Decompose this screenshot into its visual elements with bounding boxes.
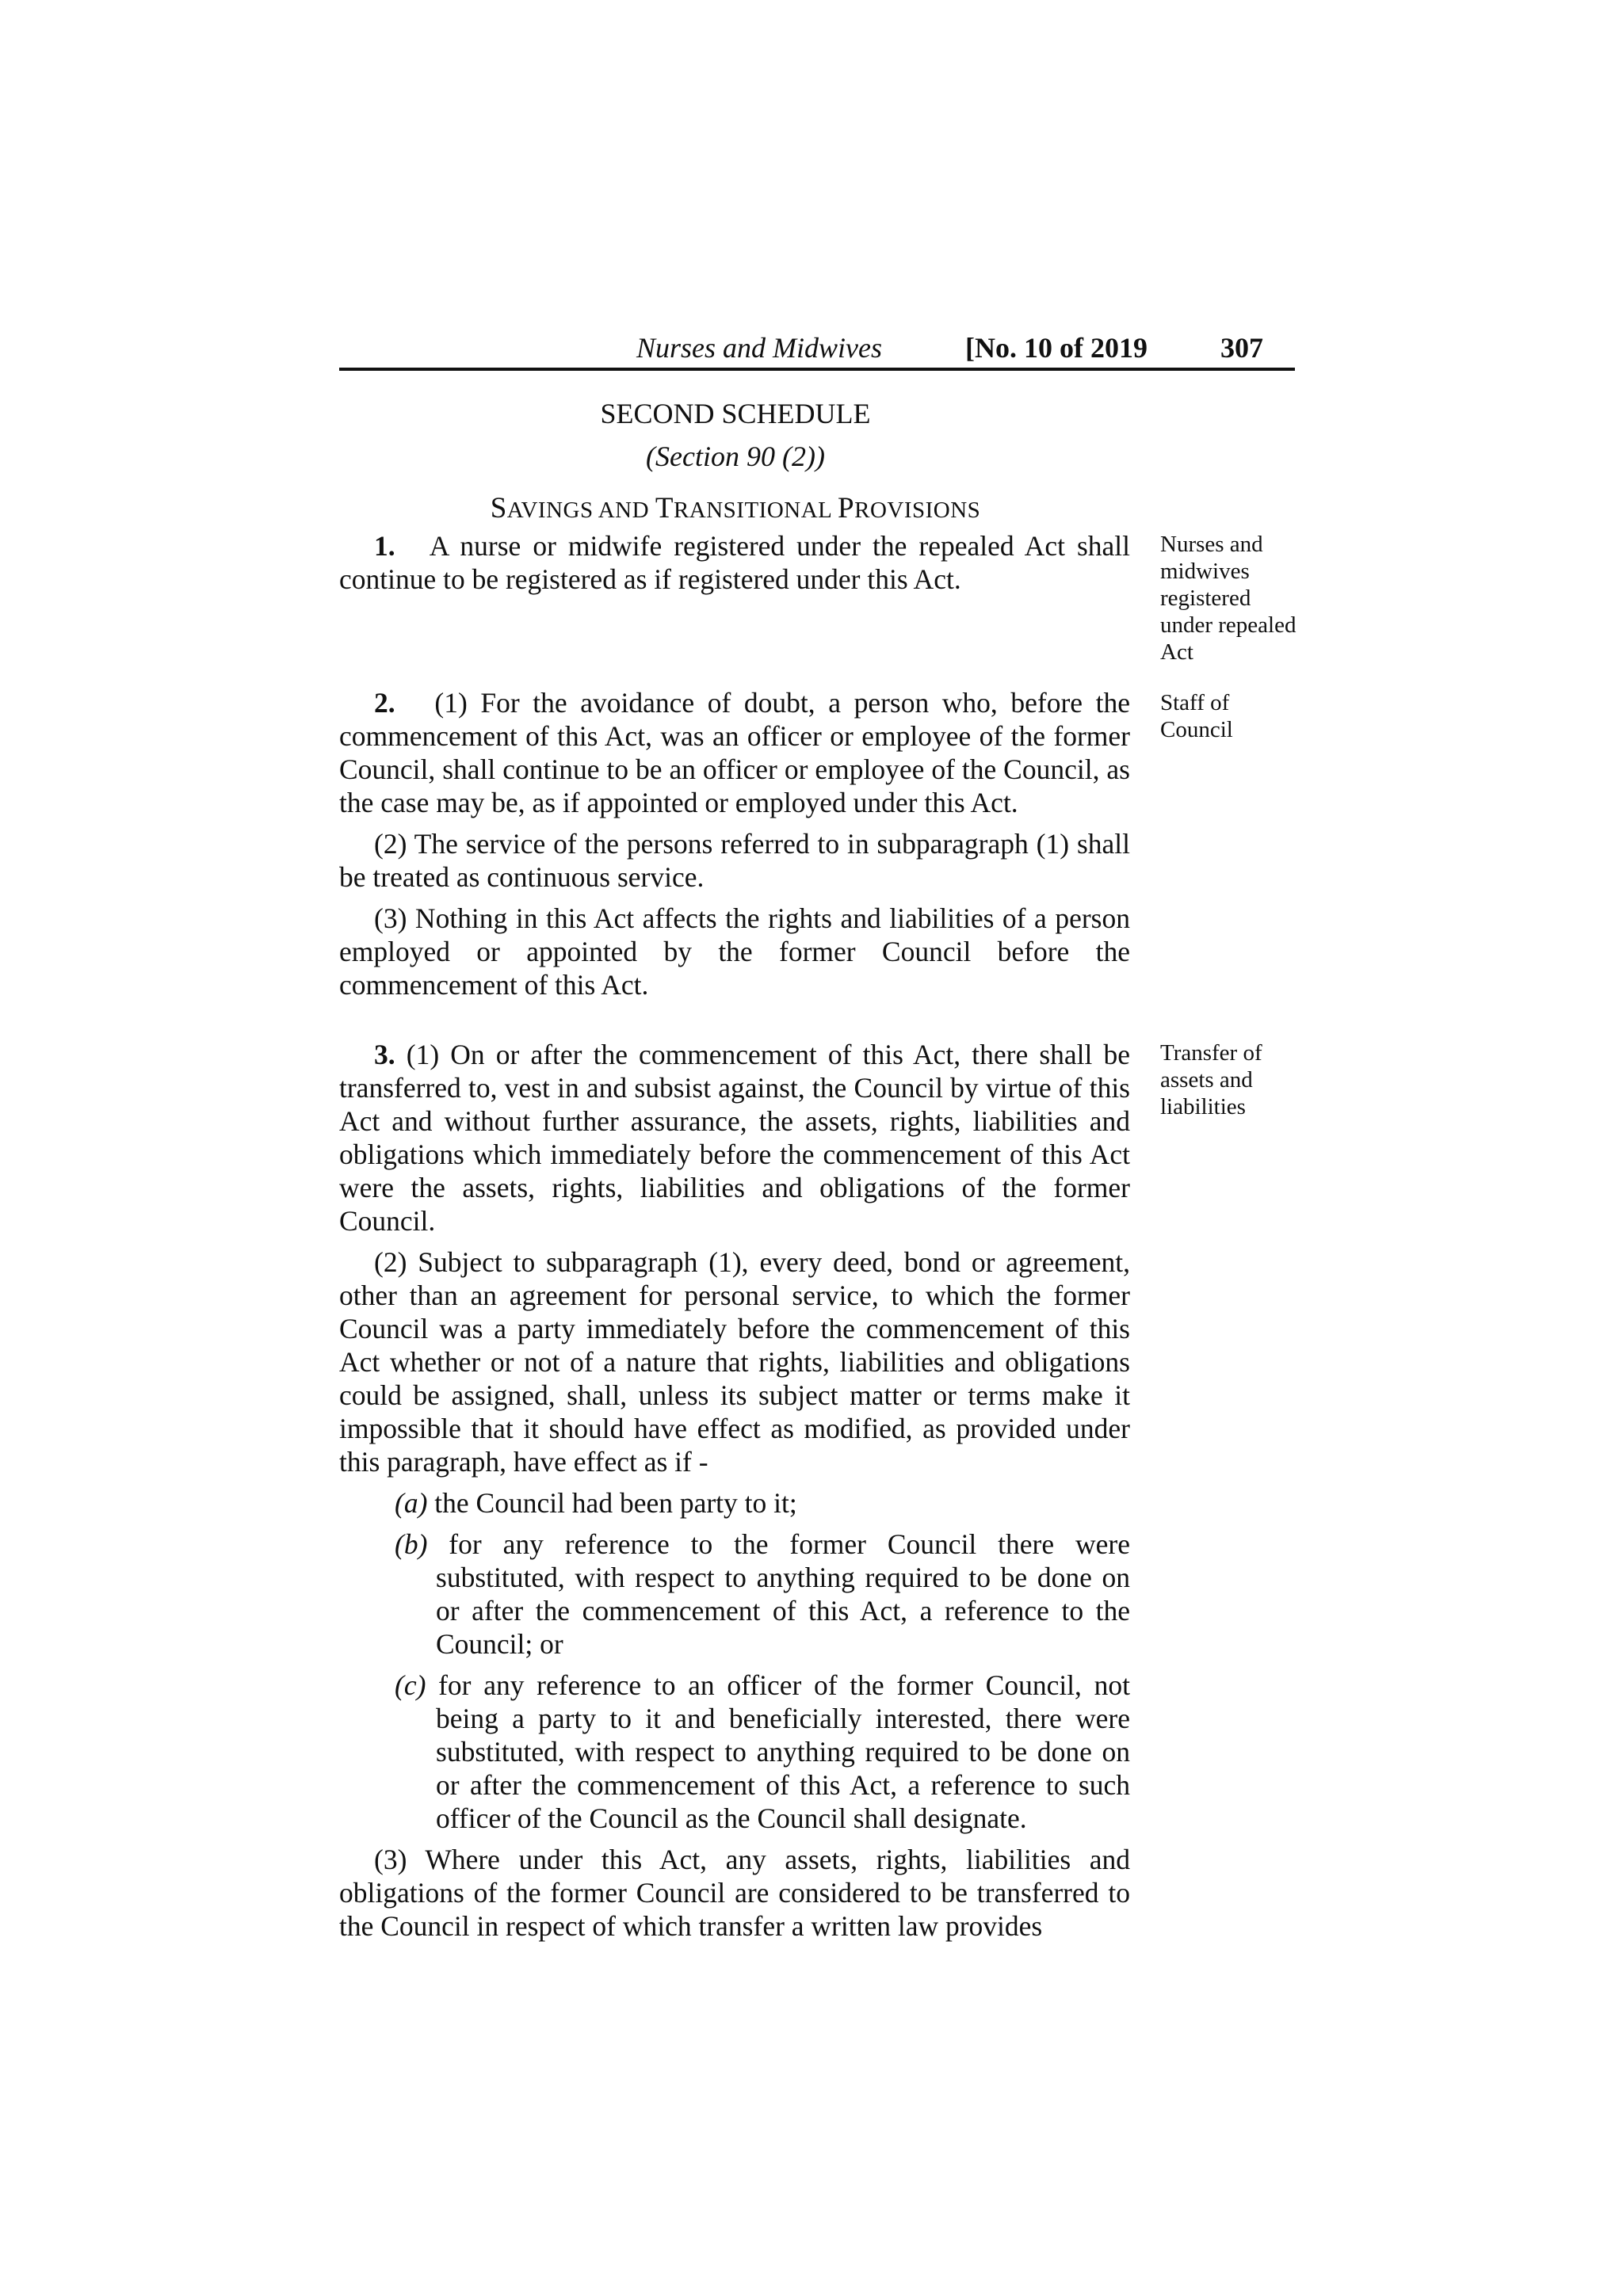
paragraph-3: [339, 1038, 1130, 1951]
margin-note-nurses: Nurses and midwives registered under repealed Act: [1160, 532, 1296, 665]
schedule-heading: SAVINGS AND TRANSITIONAL PROVISIONS: [490, 492, 981, 524]
margin-note-staff: Staff of Council: [1160, 690, 1233, 742]
act-number: [No. 10 of 2019: [965, 332, 1148, 364]
paragraph-1: [339, 529, 1130, 604]
paragraph-number: 2.: [374, 687, 395, 719]
item-label: (c): [395, 1669, 426, 1701]
paragraph-2-subparagraph-1: 2. (1) For the avoidance of doubt, a person who, before the commencement of this Act, was an officer or employee of the former Council, shall continue to be an officer or employee of the Council, as the case may be, as if appointed or employed under this Act.: [339, 687, 1131, 818]
paragraph-2-subparagraph-3: (3) Nothing in this Act affects the rights and liabilities of a person employed or appointed by the former Council before the commencement of this Act.: [339, 902, 1130, 1001]
item-label: (a): [395, 1487, 428, 1519]
schedule-reference: (Section 90 (2)): [646, 441, 825, 472]
running-title: Nurses and Midwives: [636, 332, 882, 364]
paragraph-2-subparagraph-2: (2) The service of the persons referred to in subparagraph (1) shall be treated as continuous service.: [339, 828, 1130, 893]
paragraph-number: 3.: [374, 1039, 395, 1070]
list-item: (c) for any reference to an officer of the former Council, not being a party to it and beneficially interested, there were substituted, with respect to anything required to be done on or after the commencement of this Act, a reference to such officer of the Council as the Council shall designate.: [395, 1669, 1130, 1834]
page-number: 307: [1220, 332, 1263, 364]
paragraph-2: [339, 686, 1130, 1009]
margin-note-transfer: Transfer of assets and liabilities: [1160, 1040, 1262, 1119]
item-label: (b): [395, 1528, 428, 1560]
list-item: (a) the Council had been party to it;: [395, 1487, 797, 1519]
running-header: [339, 328, 1295, 371]
paragraph-3-subparagraph-1: 3. (1) On or after the commencement of this Act, there shall be transferred to, vest in and subsist against, the Council by virtue of this Act and without further assurance, the assets, rights, liabilities and obligations which immediately before the commencement of this Act were the assets, rights, liabilities and obligations of the former Council.: [339, 1039, 1131, 1237]
paragraph-number: 1.: [374, 530, 395, 562]
schedule-title: SECOND SCHEDULE: [600, 398, 871, 429]
paragraph-3-subparagraph-2: (2) Subject to subparagraph (1), every deed, bond or agreement, other than an agreement for personal service, to which the former Council was a party immediately before the commencement of this Act whether or not of a nature that rights, liabilities and obligations could be assigned, shall, unless its subject matter or terms make it impossible that it should have effect as modified, as provided under this paragraph, have effect as if -: [339, 1246, 1130, 1478]
list-item: (b) for any reference to the former Council there were substituted, with respect to anything required to be done on or after the commencement of this Act, a reference to the Council; or: [395, 1528, 1130, 1660]
paragraph-3-subparagraph-3: (3) Where under this Act, any assets, rights, liabilities and obligations of the former Council are considered to be transferred to the Council in respect of which transfer a written law provides: [339, 1844, 1130, 1942]
paragraph-1-text: 1. A nurse or midwife registered under the repealed Act shall continue to be registered as if registered under this Act.: [339, 530, 1130, 595]
